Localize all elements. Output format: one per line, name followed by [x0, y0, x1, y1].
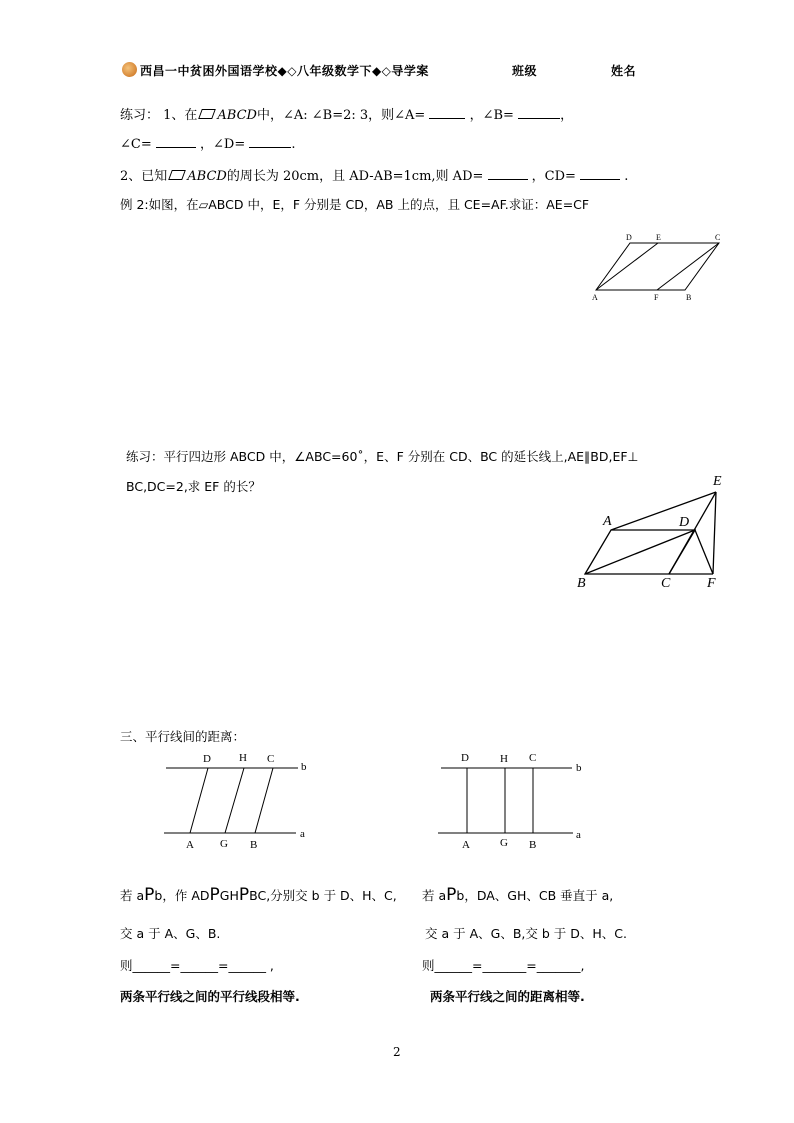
label-e: E [656, 233, 661, 242]
segment-ef [713, 492, 716, 574]
label-a-line: a [300, 828, 305, 840]
right-conclusion: 两条平行线之间的距离相等. [430, 989, 585, 1004]
label-a: A [592, 293, 598, 302]
answer-blank-angle-b[interactable] [518, 106, 560, 119]
example-2-text: 例 2:如图，在▱ABCD 中，E，F 分别是 CD，AB 上的点，且 CE=AF.求证：AE=CF [120, 197, 590, 212]
label-g: G [500, 837, 508, 849]
exercise-1-line1: 练习： 1、在 ABCD中，∠A: ∠B=2: 3，则∠A= ，∠B= ， [120, 108, 574, 123]
label-a-line: a [576, 829, 581, 841]
diagonal-bd [585, 530, 695, 574]
segment-df [695, 530, 713, 574]
page-number: 2 [393, 1045, 401, 1059]
perpendicular-distance-figure [435, 748, 595, 853]
label-d: D [626, 233, 632, 242]
right-statement-line3[interactable]: 则______=_______=_______, [422, 958, 585, 973]
section-3-title: 三、平行线间的距离： [120, 729, 246, 744]
answer-blank-cd[interactable] [580, 167, 620, 180]
left-statement-line1: 若 aPb，作 ADPGHPBC,分别交 b 于 D、H、C, [120, 885, 397, 905]
segment-cf [657, 243, 719, 290]
right-statement-line1: 若 aPb，DA、GH、CB 垂直于 a, [422, 885, 614, 905]
label-d: D [679, 515, 690, 530]
left-statement-line3[interactable]: 则______=______=______ , [120, 958, 274, 973]
parallelogram-symbol-icon [168, 170, 186, 180]
answer-blank-ad[interactable] [488, 167, 528, 180]
practice-line1: 练习：平行四边形 ABCD 中，∠ABC=60˚，E、F 分别在 CD、BC 的延长线上,AE∥BD,EF⊥ [126, 449, 639, 464]
label-b: B [529, 839, 537, 851]
parallel-symbol: P [446, 885, 457, 905]
practice-line2: BC,DC=2,求 EF 的长？ [126, 479, 261, 494]
header-class-label: 班级 [512, 64, 538, 78]
header-logo-icon [122, 62, 137, 77]
label-f: F [707, 576, 716, 591]
segment-ae [611, 492, 716, 530]
label-d: D [461, 752, 469, 764]
segment-ad [190, 768, 208, 833]
segment-ae [596, 243, 658, 290]
label-b: B [250, 839, 258, 851]
label-a: A [603, 514, 612, 529]
segment-bc [255, 768, 273, 833]
label-b: B [686, 293, 692, 302]
answer-blank-angle-c[interactable] [156, 135, 196, 148]
label-h: H [500, 753, 508, 765]
parallel-symbol: P [209, 885, 220, 905]
exercise-1-line2: ∠C= ，∠D= . [120, 137, 296, 152]
parallelogram-abcd [596, 243, 719, 290]
label-c: C [715, 233, 721, 242]
label-b-line: b [576, 762, 582, 774]
label-g: G [220, 838, 228, 850]
label-b-line: b [301, 761, 307, 773]
parallel-symbol: P [238, 885, 250, 905]
answer-blank-angle-a[interactable] [429, 106, 465, 119]
header-name-label: 姓名 [611, 64, 637, 78]
label-f: F [654, 293, 659, 302]
right-statement-line2: 交 a 于 A、G、B,交 b 于 D、H、C. [425, 926, 627, 941]
label-d: D [203, 753, 211, 765]
header-school-title: 西昌一中贫困外国语学校◆◇八年级数学下◆◇导学案 [140, 64, 429, 78]
practice-figure [570, 470, 735, 595]
left-statement-line2: 交 a 于 A、G、B. [120, 926, 221, 941]
label-h: H [239, 752, 247, 764]
answer-blank-angle-d[interactable] [249, 135, 291, 148]
left-conclusion: 两条平行线之间的平行线段相等. [120, 989, 300, 1004]
parallel-symbol: P [144, 885, 155, 905]
segment-ce [669, 492, 716, 574]
parallelogram-symbol-icon [199, 109, 217, 119]
example-2-figure [585, 228, 735, 303]
parallel-segments-figure [160, 748, 320, 853]
label-b: B [577, 576, 586, 591]
label-a: A [462, 839, 470, 851]
label-c: C [267, 753, 275, 765]
label-c: C [529, 752, 537, 764]
label-c: C [661, 576, 671, 591]
segment-gh [225, 768, 244, 833]
label-a: A [186, 839, 194, 851]
label-e: E [713, 474, 722, 489]
exercise-2: 2、已知 ABCD的周长为 20cm，且 AD-AB=1cm,则 AD= ，CD= . [120, 169, 629, 184]
